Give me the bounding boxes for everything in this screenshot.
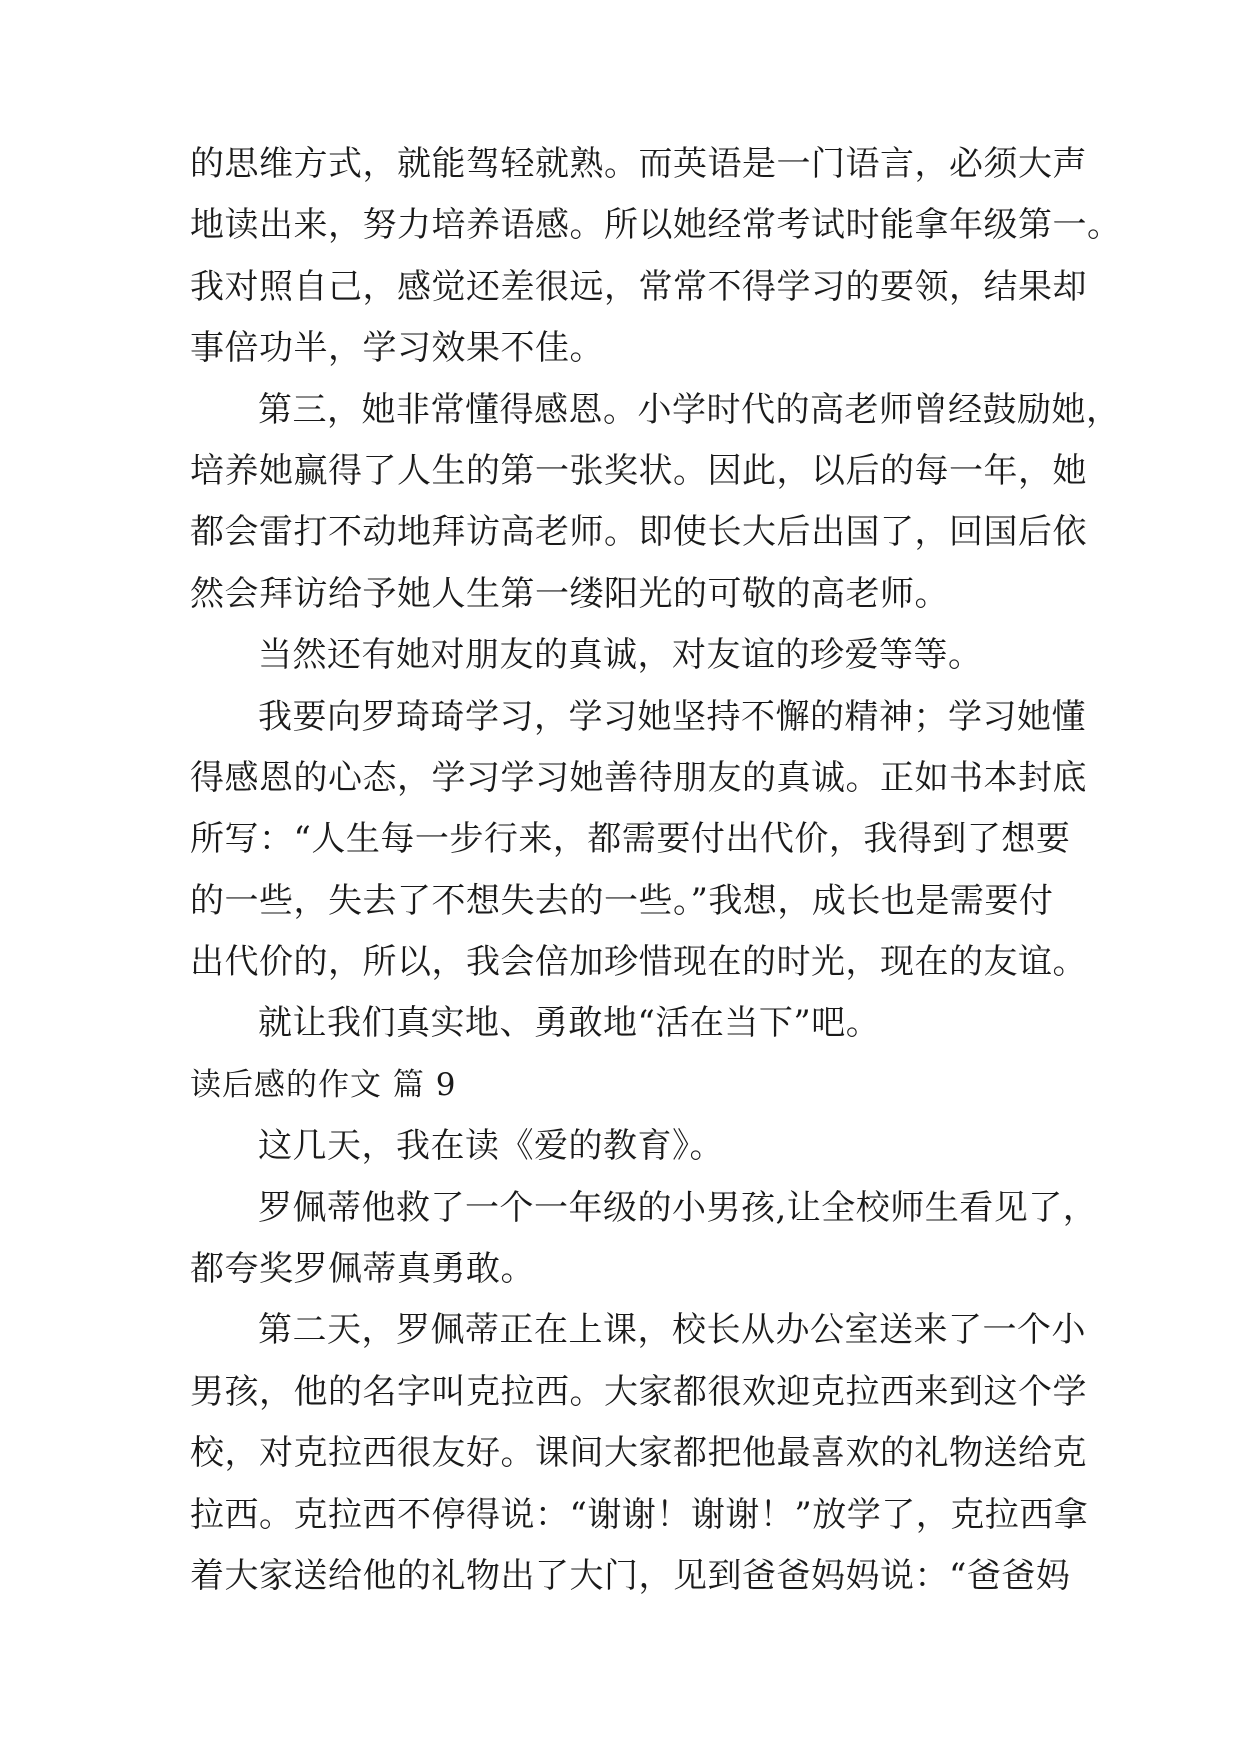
paragraph-first-line: 第二天，罗佩蒂正在上课，校长从办公室送来了一个小 bbox=[258, 1310, 1086, 1351]
paragraph-first-line: 第三，她非常懂得感恩。小学时代的高老师曾经鼓励她， bbox=[258, 389, 1121, 430]
paragraph-first-line: 罗佩蒂他救了一个一年级的小男孩,让全校师生看见了， bbox=[258, 1187, 1098, 1228]
text-line: 所写：“人生每一步行来，都需要付出代价，我得到了想要 bbox=[190, 819, 1071, 860]
text-line: 的一些，失去了不想失去的一些。”我想，成长也是需要付 bbox=[190, 880, 1054, 921]
document-page bbox=[190, 134, 1122, 1607]
text-line: 拉西。克拉西不停得说：“谢谢！谢谢！”放学了，克拉西拿 bbox=[190, 1494, 1089, 1535]
text-line: 男孩，他的名字叫克拉西。大家都很欢迎克拉西来到这个学 bbox=[190, 1371, 1087, 1412]
text-line: 我对照自己，感觉还差很远，常常不得学习的要领，结果却 bbox=[190, 266, 1087, 307]
text-line: 校，对克拉西很友好。课间大家都把他最喜欢的礼物送给克 bbox=[190, 1433, 1087, 1474]
text-line: 都会雷打不动地拜访高老师。即使长大后出国了，回国后依 bbox=[190, 512, 1087, 553]
text-line: 事倍功半，学习效果不佳。 bbox=[190, 328, 604, 369]
text-line: 然会拜访给予她人生第一缕阳光的可敬的高老师。 bbox=[190, 573, 949, 614]
section-heading: 读后感的作文 篇 9 bbox=[190, 1066, 457, 1103]
text-line: 着大家送给他的礼物出了大门，见到爸爸妈妈说：“爸爸妈 bbox=[190, 1555, 1071, 1596]
paragraph-first-line: 就让我们真实地、勇敢地“活在当下”吧。 bbox=[258, 1003, 881, 1044]
paragraph-first-line: 我要向罗琦琦学习，学习她坚持不懈的精神；学习她懂 bbox=[258, 696, 1086, 737]
text-line: 地读出来，努力培养语感。所以她经常考试时能拿年级第一。 bbox=[190, 205, 1122, 246]
text-line: 得感恩的心态，学习学习她善待朋友的真诚。正如书本封底 bbox=[190, 757, 1087, 798]
paragraph-first-line: 当然还有她对朋友的真诚，对友谊的珍爱等等。 bbox=[258, 635, 983, 676]
text-line: 出代价的，所以，我会倍加珍惜现在的时光，现在的友谊。 bbox=[190, 942, 1087, 983]
text-line: 培养她赢得了人生的第一张奖状。因此，以后的每一年，她 bbox=[190, 450, 1087, 491]
text-line: 都夸奖罗佩蒂真勇敢。 bbox=[190, 1249, 535, 1290]
text-line: 的思维方式，就能驾轻就熟。而英语是一门语言，必须大声 bbox=[190, 144, 1087, 184]
paragraph-first-line: 这几天，我在读《爱的教育》。 bbox=[258, 1126, 724, 1167]
